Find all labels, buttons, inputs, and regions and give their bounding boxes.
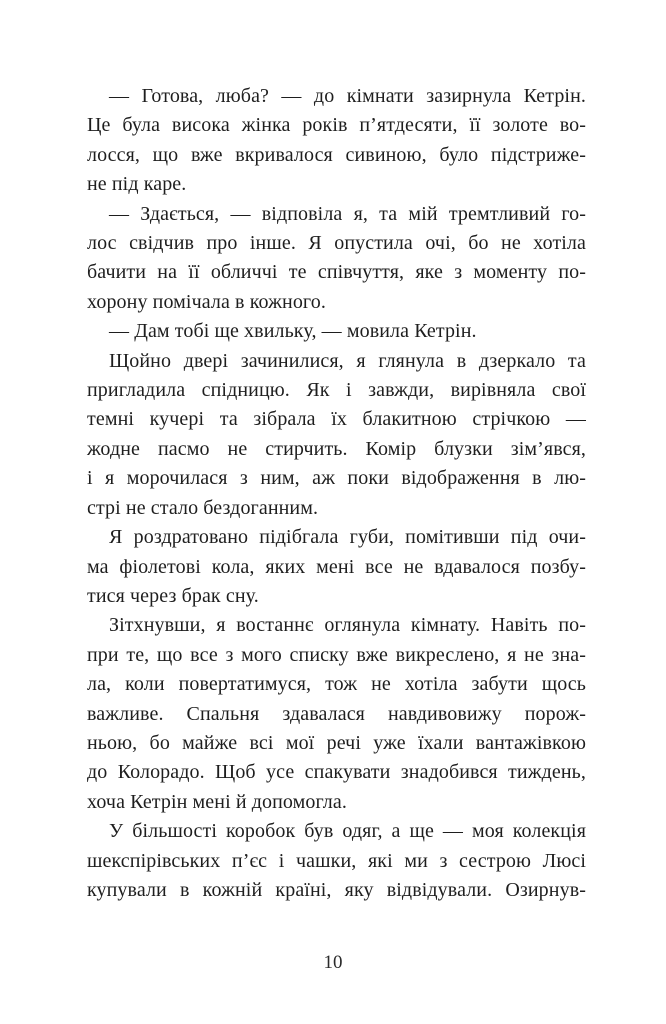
paragraph [87, 611, 586, 817]
paragraph [87, 817, 586, 905]
paragraph [87, 523, 586, 611]
text-line: хорону помічала в кожного. [87, 290, 326, 313]
paragraph [87, 82, 586, 200]
text-line: — Готова, люба? — до кімнати зазирнула Кетрін. [109, 85, 586, 107]
text-line: темні кучері та зібрала їх блакитною стрічкою — [87, 408, 586, 431]
paragraph [87, 200, 586, 318]
paragraph [87, 347, 586, 523]
text-line: Щойно двері зачинилися, я глянула в дзеркало та [109, 349, 586, 372]
text-line: пригладила спідницю. Як і завжди, вирівняла свої [87, 379, 586, 402]
text-line: ма фіолетові кола, яких мені все не вдавалося позбу- [87, 555, 586, 578]
page-number: 10 [323, 952, 343, 973]
text-line: бачити на її обличчі те співчуття, яке з моменту по- [87, 261, 586, 284]
text-line: при те, що все з мого списку вже викреслено, я не зна- [87, 643, 586, 666]
text-line: ньою, бо майже всі мої речі уже їхали вантажівкою [87, 731, 586, 754]
text-line: Я роздратовано підібгала губи, помітивши під очи- [109, 526, 586, 549]
text-line: хоча Кетрін мені й допомогла. [87, 790, 347, 813]
text-line: тися через брак сну. [87, 584, 259, 607]
text-line: ла, коли повертатимуся, тож не хотіла забути щось [87, 673, 586, 696]
text-line: важливе. Спальня здавалася навдивовижу порож- [87, 702, 586, 725]
text-line: лос свідчив про інше. Я опустила очі, бо не хотіла [87, 232, 586, 255]
page-text [87, 82, 586, 905]
text-line: стрі не стало бездоганним. [87, 496, 319, 519]
text-line: У більшості коробок був одяг, а ще — моя колекція [109, 820, 586, 843]
text-line: — Дам тобі ще хвильку, — мовила Кетрін. [109, 320, 477, 343]
text-line: і я морочилася з ним, аж поки відображення в лю- [87, 467, 586, 490]
text-line: лосся, що вже вкривалося сивиною, було підстриже- [87, 143, 586, 166]
text-line: жодне пасмо не стирчить. Комір блузки зім’явся, [87, 437, 586, 460]
text-line: купували в кожній країні, яку відвідували. Озирнув- [87, 878, 586, 901]
text-line: — Здається, — відповіла я, та мій тремтливий го- [109, 202, 586, 225]
text-line: не під каре. [87, 173, 187, 196]
text-line: Це була висока жінка років п’ятдесяти, її золоте во- [87, 114, 586, 137]
paragraph [87, 317, 586, 346]
text-line: шекспірівських п’єс і чашки, які ми з сестрою Люсі [87, 849, 586, 872]
text-line: до Колорадо. Щоб усе спакувати знадобився тиждень, [87, 761, 586, 784]
text-line: Зітхнувши, я востаннє оглянула кімнату. Навіть по- [109, 614, 586, 637]
